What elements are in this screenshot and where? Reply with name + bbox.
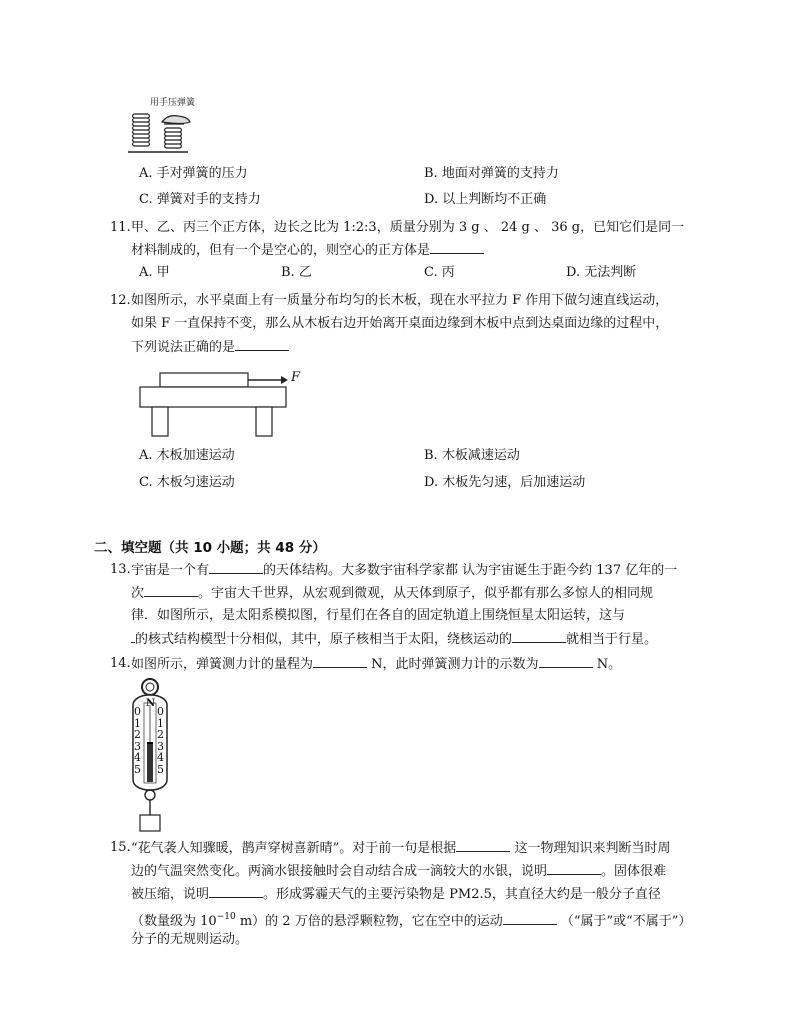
q13-line4-text-b: 就相当于行星。: [566, 632, 658, 647]
scale-mark-left-4: 4: [134, 751, 141, 765]
q11-answer-blank[interactable]: [430, 241, 484, 254]
force-arrowhead: [281, 376, 288, 384]
q15-line2: [131, 862, 666, 881]
q14-number: 14.: [110, 656, 131, 671]
q15-blank-3[interactable]: [209, 885, 263, 898]
q14-line1: [131, 655, 621, 674]
q15-line4-text-c: （“属于”或“不属于”）: [560, 914, 692, 929]
q12-option-b: B. 木板减速运动: [424, 448, 520, 463]
q11-line2-text: 材料制成的，但有一个是空心的，则空心的正方体是: [131, 243, 431, 258]
q12-table-figure: [138, 368, 308, 438]
q15-line4-text-b: m）的 2 万倍的悬浮颗粒物，它在空中的运动: [239, 914, 503, 929]
q12-line3-text: 下列说法正确的是: [131, 340, 236, 355]
q15-blank-1[interactable]: [456, 839, 510, 852]
q15-number: 15.: [110, 840, 131, 855]
q11-option-d: D. 无法判断: [566, 265, 637, 280]
q13-line4: [131, 630, 657, 649]
q13-blank-4[interactable]: [512, 630, 566, 643]
q15-exponent: −10: [216, 912, 236, 922]
scale-mark-left-2: 2: [134, 728, 141, 742]
q12-line2: 如果 F 一直保持不变，那么从木板右边开始离开桌面边缘到木板中点到达桌面边缘的过程中，: [131, 316, 669, 331]
q11-option-a: A. 甲: [139, 265, 170, 280]
q12-line3: [131, 338, 289, 357]
q12-force-label: F: [291, 370, 301, 385]
q10-option-d: D. 以上判断均不正确: [424, 192, 547, 207]
q13-line4-text-a: 的核式结构模型十分相似，其中，原子核相当于太阳，绕核运动的: [135, 632, 513, 647]
q10-figure-label: 用手压弹簧: [150, 98, 196, 108]
table-leg-right: [256, 407, 272, 436]
q10-option-a: A. 手对弹簧的压力: [139, 166, 248, 181]
q12-answer-blank[interactable]: [235, 338, 289, 351]
q11-number: 11.: [110, 220, 131, 235]
q14-line1-text-b: N，此时弹簧测力计的示数为: [371, 657, 539, 672]
q14-range-blank[interactable]: [313, 655, 367, 668]
scale-mark-left-1: 1: [134, 716, 141, 730]
q13-line1-text: 宇宙是一个有: [131, 563, 210, 578]
scale-mark-right-3: 3: [157, 739, 164, 753]
q13-blank-2[interactable]: [144, 584, 198, 597]
scale-mark-right-5: 5: [157, 762, 164, 776]
q12-option-c: C. 木板匀速运动: [139, 475, 235, 490]
q14-line1-text-a: 如图所示，弹簧测力计的量程为: [131, 657, 314, 672]
q10-option-c: C. 弹簧对手的支持力: [139, 192, 261, 207]
q13-line2-text-a: 次: [131, 586, 145, 601]
q15-line2-text-b: 。固体很难: [601, 864, 667, 879]
q12-line1: 如图所示，水平桌面上有一质量分布均匀的长木板，现在水平拉力 F 作用下做匀速直线运动，: [131, 293, 669, 308]
scale-mark-left-3: 3: [134, 739, 141, 753]
q12-option-a: A. 木板加速运动: [139, 448, 235, 463]
scale-mark-right-2: 2: [157, 728, 164, 742]
q14-line1-text-c: N。: [596, 657, 622, 672]
scale-mark-left-0: 0: [134, 705, 141, 718]
q15-blank-2[interactable]: [547, 862, 601, 875]
q15-line1-text-b: 这一物理知识来判断当时周: [514, 841, 671, 856]
q12-option-d: D. 木板先匀速，后加速运动: [424, 475, 586, 490]
q10-option-b: B. 地面对弹簧的支持力: [424, 166, 559, 181]
q15-line5: 分子的无规则运动。: [131, 932, 249, 947]
q15-line2-text-a: 边的气温突然变化。两滴水银接触时会自动结合成一滴较大的水银，说明: [131, 864, 548, 879]
q11-option-b: B. 乙: [281, 265, 312, 280]
q15-blank-4[interactable]: [503, 912, 557, 925]
q13-line3: 律．如图所示，是太阳系模拟图，行星们在各自的固定轨道上围绕恒星太阳运转，这与: [131, 608, 626, 623]
q12-number: 12.: [110, 293, 131, 308]
q13-number: 13.: [110, 562, 131, 577]
q15-line1-text-a: “花气袭人知骤暖，鹊声穿树喜新晴”。对于前一句是根据: [131, 841, 457, 856]
q15-line4: [131, 908, 691, 931]
q13-line1-text-b: 的天体结构。大多数宇宙科学家都 认为宇宙诞生于距今约 137 亿年的一: [263, 563, 678, 578]
spring-scale-unit: N: [146, 698, 156, 709]
board: [160, 373, 248, 387]
q11-option-c: C. 丙: [424, 265, 455, 280]
q15-line3: [131, 885, 661, 904]
scale-left-numbers: [134, 706, 144, 776]
table-leg-left: [152, 407, 168, 436]
scale-mark-right-1: 1: [157, 716, 164, 730]
q13-line1: [131, 561, 677, 580]
hanging-weight: [140, 815, 160, 831]
q13-blank-1[interactable]: [209, 561, 263, 574]
q11-line1: 甲、乙、丙三个正方体，边长之比为 1:2:3，质量分别为 3 g 、 24 g 、 36 g，已知它们是同一: [131, 220, 685, 235]
scale-mark-left-5: 5: [134, 762, 141, 776]
q15-line4-text-a: （数量级为 10: [131, 914, 217, 929]
q13-line2: [131, 584, 653, 603]
section-heading-fill-in: 二、填空题（共 10 小题；共 48 分）: [94, 540, 326, 556]
q14-reading-blank[interactable]: [539, 655, 593, 668]
q11-line2: [131, 241, 484, 260]
table-top: [140, 387, 286, 407]
q15-line3-text-b: 。形成雾霾天气的主要污染物是 PM2.5，其直径大约是一般分子直径: [263, 887, 661, 902]
spring-hand-illustration: [128, 100, 188, 160]
scale-mark-right-4: 4: [157, 751, 164, 765]
q15-line1: [131, 839, 670, 858]
q13-line2-text-b: 。宇宙大千世界，从宏观到微观，从天体到原子，似乎都有那么多惊人的相同规: [198, 586, 654, 601]
scale-right-numbers: [157, 706, 167, 776]
scale-mark-right-0: 0: [157, 705, 164, 718]
q15-line3-text-a: 被压缩，说明: [131, 887, 210, 902]
